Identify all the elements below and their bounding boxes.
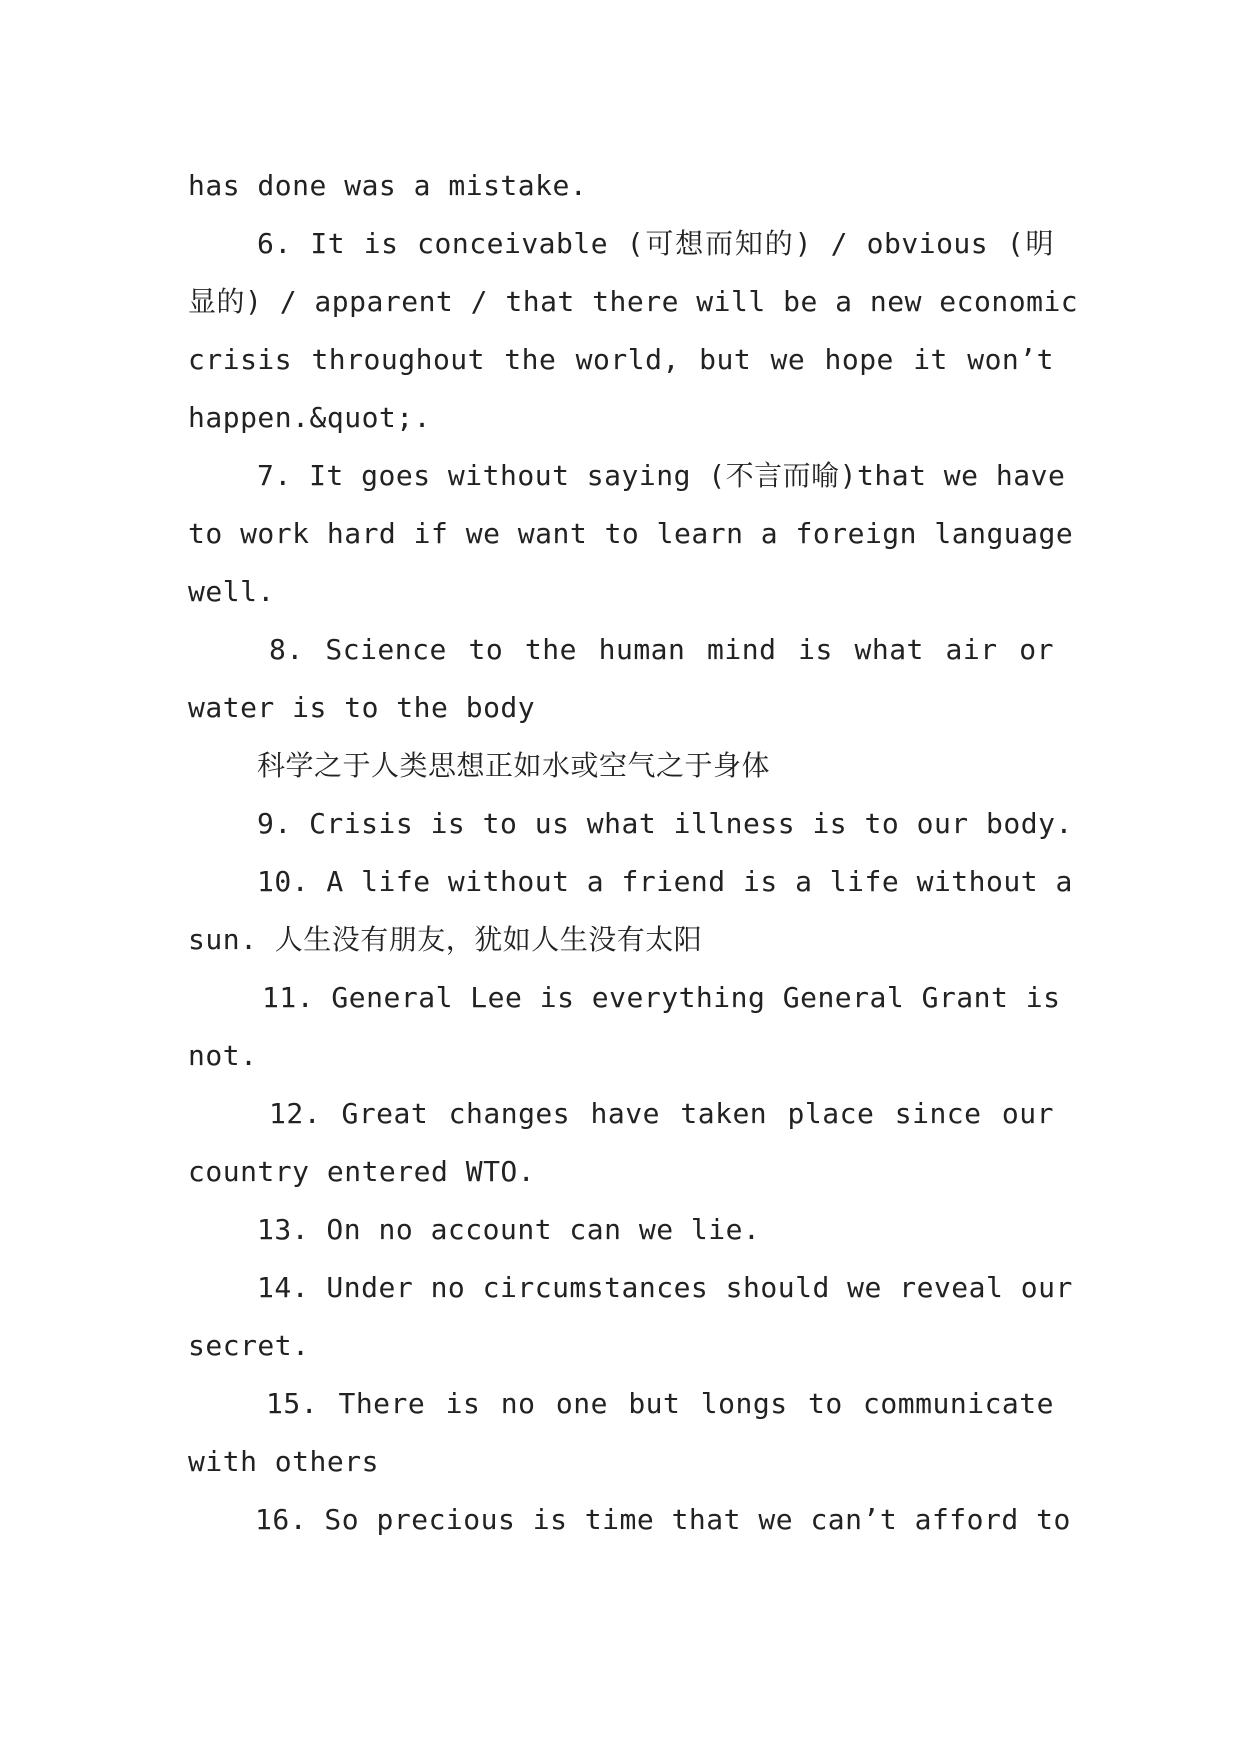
text-line: not. (188, 1039, 258, 1072)
text-line: secret. (188, 1329, 310, 1362)
text-line: has done was a mistake. (188, 169, 588, 202)
text-line: 显的) / apparent / that there will be a new economic (188, 285, 1079, 318)
text-line: 8. Science to the human mind is what air or (269, 633, 1054, 666)
text-line: country entered WTO. (188, 1155, 536, 1188)
text-line: 科学之于人类思想正如水或空气之于身体 (257, 749, 771, 782)
text-line: 6. It is conceivable (可想而知的) / obvious (明 (257, 227, 1054, 260)
text-line: 15. There is no one but longs to communicate (266, 1387, 1054, 1420)
text-line: sun. 人生没有朋友，犹如人生没有太阳 (188, 923, 703, 956)
text-line: to work hard if we want to learn a foreign language (188, 517, 1074, 550)
text-line: 13. On no account can we lie. (257, 1213, 761, 1246)
text-line: 12. Great changes have taken place since our (269, 1097, 1054, 1130)
text-line: 11. General Lee is everything General Grant is (262, 981, 1061, 1014)
text-line: 10. A life without a friend is a life without a (257, 865, 1073, 898)
text-line: with others (188, 1445, 379, 1478)
text-line: crisis throughout the world, but we hope it won’t (188, 343, 1054, 376)
text-line: 9. Crisis is to us what illness is to our body. (257, 807, 1073, 840)
text-line: well. (188, 575, 275, 608)
text-line: happen.&quot;. (188, 401, 432, 434)
text-line: 7. It goes without saying (不言而喻)that we have (257, 459, 1066, 492)
text-line: water is to the body (188, 691, 536, 724)
text-line: 14. Under no circumstances should we reveal our (257, 1271, 1073, 1304)
text-line: 16. So precious is time that we can’t afford to (255, 1503, 1071, 1536)
